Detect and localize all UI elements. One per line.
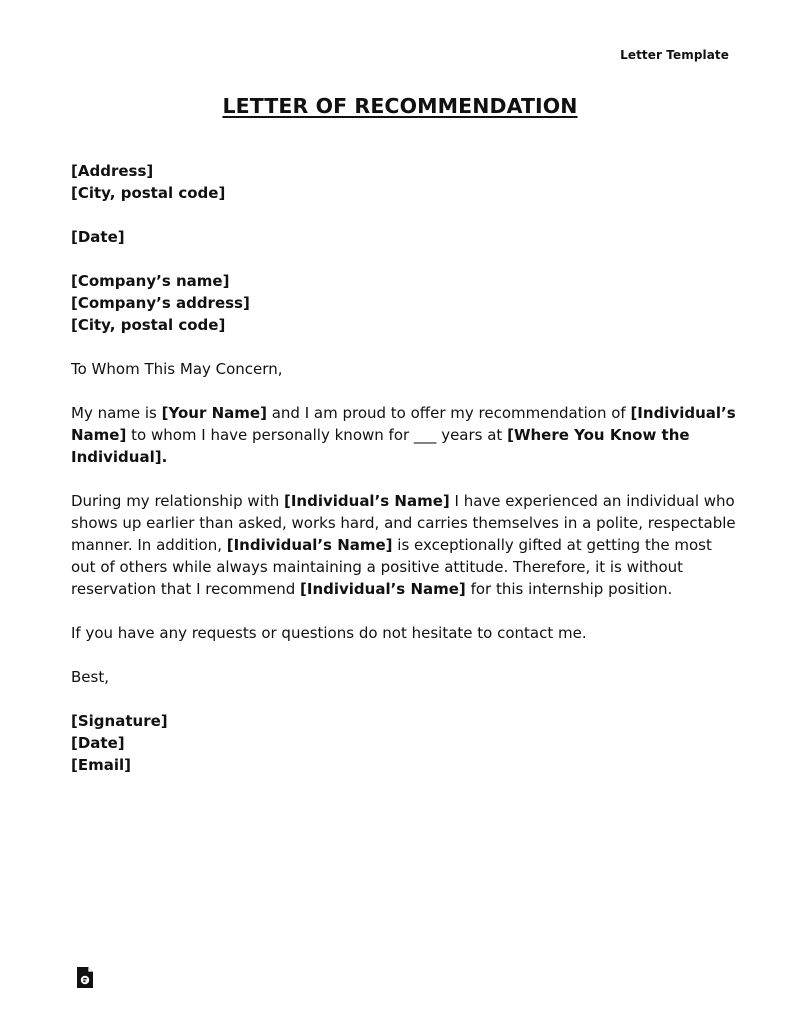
rec-text-2: I have experienced an individual who shows up earlier than asked, works hard, and carries themselves in a polite, respectable manner. In addition, xyxy=(71,492,736,554)
intro-text-3: to whom I have personally known for ___ years at xyxy=(126,426,508,444)
salutation: To Whom This May Concern, xyxy=(71,360,283,378)
recipient-city: [City, postal code] xyxy=(71,316,226,334)
closing: Best, xyxy=(71,668,109,686)
recipient-company-address: [Company’s address] xyxy=(71,294,250,312)
signature-block xyxy=(71,710,736,776)
document-type-label: Letter Template xyxy=(620,48,729,62)
recipient-company-name: [Company’s name] xyxy=(71,272,230,290)
signature-date: [Date] xyxy=(71,734,125,752)
placeholder-individual-name-2: [Individual’s Name] xyxy=(226,536,393,554)
rec-text-3: is exceptionally gifted at getting the most out of others while always maintaining a positive attitude. Therefore, it is without reservation that I recommend xyxy=(71,536,712,598)
letter-date: [Date] xyxy=(71,228,125,246)
signature-email: [Email] xyxy=(71,756,131,774)
signature-placeholder: [Signature] xyxy=(71,712,168,730)
sender-city: [City, postal code] xyxy=(71,184,226,202)
letter-body xyxy=(71,160,736,798)
intro-text-1: My name is xyxy=(71,404,162,422)
rec-text-1: During my relationship with xyxy=(71,492,284,510)
intro-text-2: and I am proud to offer my recommendation of xyxy=(266,404,631,422)
placeholder-your-name: [Your Name] xyxy=(161,404,267,422)
paragraph-contact: If you have any requests or questions do not hesitate to contact me. xyxy=(71,624,587,642)
rec-text-4: for this internship position. xyxy=(465,580,673,598)
placeholder-individual-name-3: [Individual’s Name] xyxy=(300,580,466,598)
date-block xyxy=(71,226,736,248)
placeholder-where-known: [Where You Know the Individual]. xyxy=(71,426,690,466)
paragraph-recommendation xyxy=(71,490,736,600)
paragraph-introduction xyxy=(71,402,736,468)
e-document-logo-icon xyxy=(76,966,94,989)
placeholder-individual-name-1: [Individual’s Name] xyxy=(283,492,450,510)
sender-address-block xyxy=(71,160,736,204)
placeholder-individual-name: [Individual’s Name] xyxy=(71,404,736,444)
sender-address: [Address] xyxy=(71,162,154,180)
letter-title: LETTER OF RECOMMENDATION xyxy=(222,94,578,118)
recipient-block xyxy=(71,270,736,336)
